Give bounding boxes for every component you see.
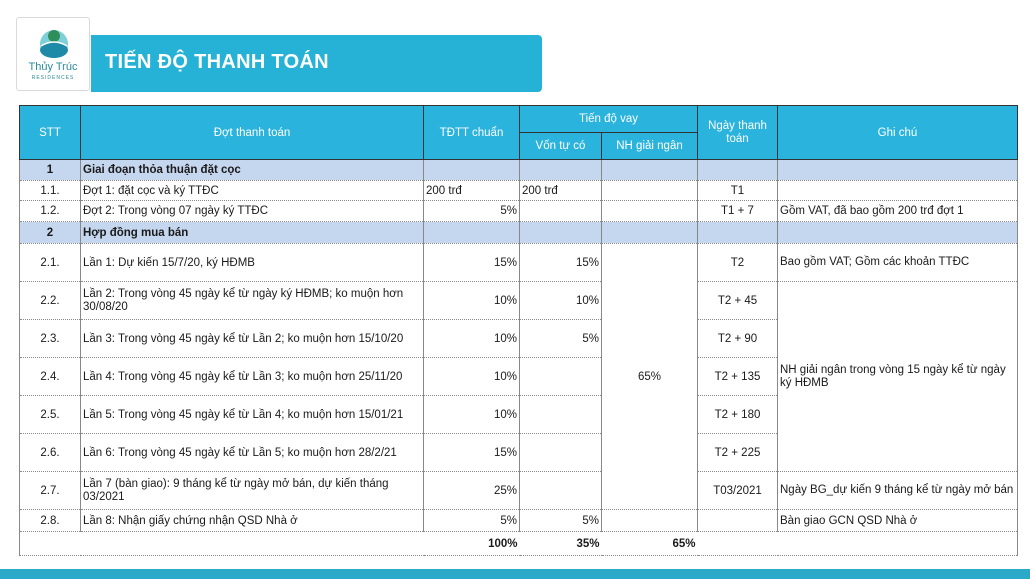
cell-dot: Lần 3: Trong vòng 45 ngày kể từ Lần 2; ko muộn hơn 15/10/20 — [81, 320, 424, 358]
cell-tdtt: 10% — [424, 358, 520, 396]
table-row — [20, 222, 1018, 244]
cell-dot: Đợt 1: đặt cọc và ký TTĐC — [81, 181, 424, 201]
cell-ngay: T03/2021 — [698, 472, 778, 510]
cell-ngay: T2 + 45 — [698, 282, 778, 320]
cell-ghi: Gồm VAT, đã bao gồm 200 trđ đợt 1 — [778, 201, 1018, 222]
cell-dot: Lần 2: Trong vòng 45 ngày kể từ ngày ký HĐMB; ko muộn hơn 30/08/20 — [81, 282, 424, 320]
cell-tdtt: 5% — [424, 510, 520, 532]
total-von: 35% — [520, 532, 602, 556]
cell-ngay: T2 + 90 — [698, 320, 778, 358]
header-von-tu-co: Vốn tự có — [520, 133, 602, 160]
logo-brand: Thủy Trúc — [28, 61, 78, 73]
cell-stt: 2.4. — [20, 358, 81, 396]
cell-tdtt: 200 trđ — [424, 181, 520, 201]
cell-ngay: T2 + 225 — [698, 434, 778, 472]
table-row — [20, 201, 1018, 222]
cell-stt: 2.2. — [20, 282, 81, 320]
cell-dot: Lần 8: Nhận giấy chứng nhận QSD Nhà ở — [81, 510, 424, 532]
header-stt: STT — [20, 106, 81, 160]
cell-dot: Lần 6: Trong vòng 45 ngày kể từ Lần 5; ko muộn hơn 28/2/21 — [81, 434, 424, 472]
cell-von: 200 trđ — [520, 181, 602, 201]
cell-dot: Lần 5: Trong vòng 45 ngày kể từ Lần 4; ko muộn hơn 15/01/21 — [81, 396, 424, 434]
cell-tdtt: 15% — [424, 434, 520, 472]
cell-nh-merged: 65% — [602, 244, 698, 510]
cell-dot: Lần 7 (bàn giao): 9 tháng kể từ ngày mở bán, dự kiến tháng 03/2021 — [81, 472, 424, 510]
cell-group-label: Giai đoạn thỏa thuận đặt cọc — [81, 160, 424, 181]
logo — [16, 17, 90, 91]
cell-stt: 2.7. — [20, 472, 81, 510]
header-tdtt: TĐTT chuẩn — [424, 106, 520, 160]
header-ngay: Ngày thanh toán — [698, 106, 778, 160]
total-nh: 65% — [602, 532, 698, 556]
cell-dot: Lần 4: Trong vòng 45 ngày kể từ Lần 3; ko muộn hơn 25/11/20 — [81, 358, 424, 396]
cell-von: 15% — [520, 244, 602, 282]
cell-dot: Lần 1: Dự kiến 15/7/20, ký HĐMB — [81, 244, 424, 282]
cell-von: 5% — [520, 320, 602, 358]
table-row — [20, 282, 1018, 320]
payment-schedule-table — [19, 105, 1018, 556]
cell-ngay: T2 + 180 — [698, 396, 778, 434]
table-row — [20, 472, 1018, 510]
table-row — [20, 181, 1018, 201]
cell-stt: 2.1. — [20, 244, 81, 282]
cell-stt: 2.8. — [20, 510, 81, 532]
cell-von: 10% — [520, 282, 602, 320]
cell-stt: 1 — [20, 160, 81, 181]
cell-ghi: Bao gồm VAT; Gồm các khoản TTĐC — [778, 244, 1018, 282]
cell-ghi: Ngày BG_dự kiến 9 tháng kể từ ngày mở bán — [778, 472, 1018, 510]
footer-bar — [0, 569, 1030, 579]
cell-stt: 1.1. — [20, 181, 81, 201]
cell-ngay: T2 — [698, 244, 778, 282]
header-ghi-chu: Ghi chú — [778, 106, 1018, 160]
cell-stt: 2 — [20, 222, 81, 244]
cell-stt: 2.5. — [20, 396, 81, 434]
cell-tdtt: 25% — [424, 472, 520, 510]
cell-tdtt: 10% — [424, 282, 520, 320]
cell-stt: 2.6. — [20, 434, 81, 472]
cell-tdtt: 5% — [424, 201, 520, 222]
cell-stt: 1.2. — [20, 201, 81, 222]
title-banner — [91, 35, 542, 92]
total-row — [20, 532, 1018, 556]
cell-ghi: Bàn giao GCN QSD Nhà ở — [778, 510, 1018, 532]
cell-stt: 2.3. — [20, 320, 81, 358]
table-row — [20, 160, 1018, 181]
table-row — [20, 510, 1018, 532]
cell-dot: Đợt 2: Trong vòng 07 ngày ký TTĐC — [81, 201, 424, 222]
logo-sub: RESIDENCES — [31, 75, 75, 81]
header-nh-giai-ngan: NH giải ngân — [602, 133, 698, 160]
cell-group-label: Hợp đồng mua bán — [81, 222, 424, 244]
cell-ngay: T2 + 135 — [698, 358, 778, 396]
logo-icon — [37, 26, 71, 60]
cell-tdtt: 15% — [424, 244, 520, 282]
total-tdtt: 100% — [424, 532, 520, 556]
table-row — [20, 244, 1018, 282]
cell-ngay: T1 — [698, 181, 778, 201]
cell-ghi-merged: NH giải ngân trong vòng 15 ngày kể từ ngày ký HĐMB — [778, 282, 1018, 472]
cell-tdtt: 10% — [424, 396, 520, 434]
cell-ngay: T1 + 7 — [698, 201, 778, 222]
page-title: TIẾN ĐỘ THANH TOÁN — [105, 51, 329, 73]
header-dot: Đợt thanh toán — [81, 106, 424, 160]
header-tien-do-vay: Tiến độ vay — [520, 106, 698, 133]
cell-tdtt: 10% — [424, 320, 520, 358]
cell-von: 5% — [520, 510, 602, 532]
